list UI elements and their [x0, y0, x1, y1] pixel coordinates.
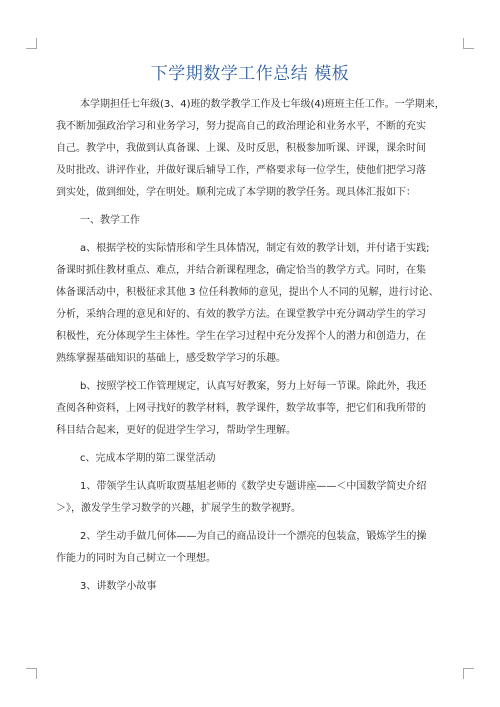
- text-line: a、根据学校的实际情形和学生具体情况，制定有效的教学计划，并付诸于实践;: [80, 243, 430, 254]
- crop-mark-top-right: [463, 38, 474, 49]
- text-line: 3、讲数学小故事: [80, 581, 157, 592]
- document-title: 下学期数学工作总结 模板: [150, 64, 350, 84]
- text-line: 自己。教学中，我做到认真备课、上课、及时反思，积极参加听课、评课，课余时间: [56, 143, 426, 154]
- paragraph-b: [56, 376, 436, 442]
- list-item-1: [56, 476, 436, 520]
- heading-text: 一、教学工作: [80, 215, 140, 226]
- crop-mark-bottom-left: [26, 668, 37, 679]
- heading-text: c、完成本学期的第二课堂活动: [80, 453, 216, 464]
- text-line: 及时批改、讲评作业，并做好课后辅导工作，严格要求每一位学生，使他们把学习落: [56, 165, 426, 176]
- text-line: 到实处，做到细处，学在明处。顺利完成了本学期的教学任务。现具体汇报如下：: [56, 187, 416, 198]
- text-line: 2、学生动手做几何体——为自己的商品设计一个漂亮的包装盒，锻炼学生的操: [80, 531, 427, 542]
- text-line: 备课时抓住教材重点、难点，并结合新课程理念，确定恰当的教学方式。同时，在集: [56, 265, 426, 276]
- text-line: 查阅各种资料，上网寻找好的教学材料，教学课件，数学故事等，把它们和我所带的: [56, 403, 426, 414]
- text-line: 1、带领学生认真听取贾基旭老师的《数学史专题讲座——＜中国数学简史介绍: [80, 481, 427, 492]
- text-line: 分析，采纳合理的意见和好的、有效的教学方法。在课堂教学中充分调动学生的学习: [56, 309, 426, 320]
- section-heading-teaching: [56, 210, 436, 232]
- text-line: 本学期担任七年级(3、4)班的数学教学工作及七年级(4)班班主任工作。一学期来，: [80, 99, 445, 110]
- text-line: 科目结合起来，更好的促进学生学习，帮助学生理解。: [56, 425, 296, 436]
- text-line: 熟练掌握基础知识的基础上，感受数学学习的乐趣。: [56, 353, 286, 364]
- paragraph-a: [56, 238, 439, 370]
- text-line: 我不断加强政治学习和业务学习，努力提高自己的政治理论和业务水平，不断的充实: [56, 121, 426, 132]
- document-body: [56, 94, 445, 604]
- text-line: 积极性，充分体现学生主体性。学生在学习过程中充分发挥个人的潜力和创造力，在: [56, 331, 426, 342]
- text-line: 体备课活动中，积极征求其他 3 位任科教师的意见，提出个人不同的见解，进行讨论、: [56, 287, 439, 298]
- crop-mark-top-left: [26, 38, 37, 49]
- text-line: 作能力的同时为自己树立一个理想。: [56, 553, 216, 564]
- list-item-2: [56, 526, 436, 570]
- text-line: ＞》，激发学生学习数学的兴趣，扩展学生的数学视野。: [56, 503, 301, 514]
- list-item-3: [56, 576, 436, 598]
- section-heading-activities: [56, 448, 436, 470]
- paragraph-intro: [56, 94, 445, 204]
- crop-mark-bottom-right: [463, 668, 474, 679]
- text-line: b、按照学校工作管理规定，认真写好教案，努力上好每一节课。除此外，我还: [80, 381, 427, 392]
